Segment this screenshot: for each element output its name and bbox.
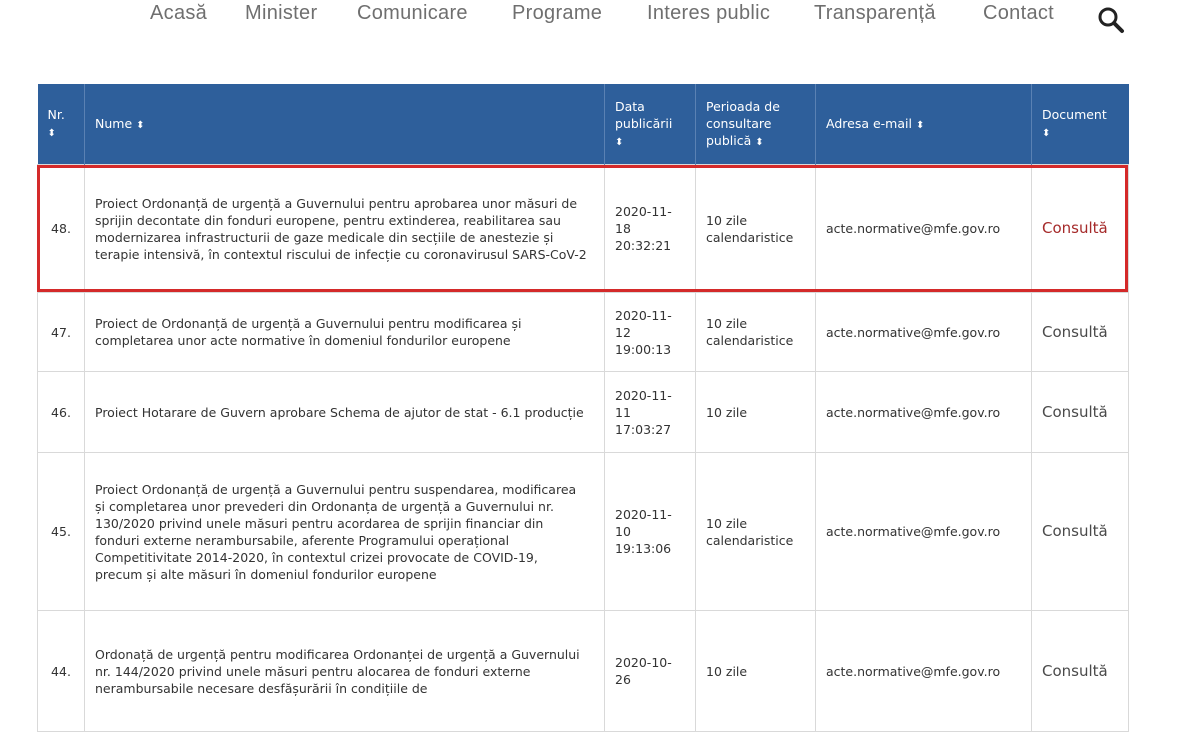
nav-item-comunicare[interactable]: Comunicare: [357, 2, 468, 24]
table-header-row: [38, 84, 1129, 165]
column-header-perioada[interactable]: Perioada de consultare publică ⬍: [696, 84, 816, 165]
search-icon: [1096, 5, 1126, 35]
row-document-cell: [1032, 165, 1129, 293]
row-document-cell: [1032, 293, 1129, 372]
row-date: 2020-11-11 17:03:27: [605, 372, 696, 453]
row-title: Proiect Ordonanță de urgență a Guvernului pentru aprobarea unor măsuri de sprijin decontate din fonduri europene, pentru extinderea, reabilitarea sau modernizarea infrastructurii de gaze medicale din secțiile de anestezie și terapie intensivă, în contextul riscului de infecție cu coronavirusul SARS-CoV-2: [85, 165, 605, 293]
sort-icon: ⬍: [615, 136, 624, 148]
row-title: Ordonață de urgență pentru modificarea Ordonanței de urgență a Guvernului nr. 144/2020 privind unele măsuri pentru alocarea de fonduri externe nerambursabile necesare desfășurării în condițiile de: [85, 611, 605, 732]
table-row: [38, 453, 1129, 611]
row-number: 45.: [38, 453, 85, 611]
search-button[interactable]: [1096, 5, 1126, 35]
nav-item-minister[interactable]: Minister: [245, 2, 318, 24]
column-header-nume[interactable]: Nume ⬍: [85, 84, 605, 165]
row-email: acte.normative@mfe.gov.ro: [816, 372, 1032, 453]
row-email: acte.normative@mfe.gov.ro: [816, 293, 1032, 372]
row-document-cell: [1032, 611, 1129, 732]
nav-item-interes-public[interactable]: Interes public: [647, 2, 771, 24]
sort-icon: ⬍: [915, 119, 925, 131]
table-row: [38, 611, 1129, 732]
row-date: 2020-10-26: [605, 611, 696, 732]
column-header-email[interactable]: Adresa e-mail ⬍: [816, 84, 1032, 165]
table-row: [38, 372, 1129, 453]
sort-icon: ⬍: [1042, 128, 1051, 139]
nav-item-acasa[interactable]: Acasă: [150, 2, 208, 24]
column-header-document[interactable]: Document ⬍: [1032, 84, 1129, 165]
sort-icon: ⬍: [136, 119, 145, 131]
row-document-cell: [1032, 372, 1129, 453]
consultation-table: [37, 84, 1129, 732]
row-period: 10 zile calendaristice: [696, 165, 816, 293]
row-number: 44.: [38, 611, 85, 732]
consulta-link[interactable]: Consultă: [1042, 522, 1108, 540]
consulta-link[interactable]: Consultă: [1042, 402, 1108, 421]
consulta-link[interactable]: Consultă: [1042, 322, 1108, 341]
row-date: 2020-11-10 19:13:06: [605, 453, 696, 611]
row-date: 2020-11-18 20:32:21: [605, 165, 696, 293]
row-email: acte.normative@mfe.gov.ro: [816, 611, 1032, 732]
consulta-link[interactable]: Consultă: [1042, 661, 1108, 680]
row-document-cell: [1032, 453, 1129, 611]
row-title: Proiect Hotarare de Guvern aprobare Schema de ajutor de stat - 6.1 producție: [85, 372, 605, 453]
sort-icon: ⬍: [755, 136, 764, 148]
consulta-link[interactable]: Consultă: [1042, 219, 1108, 237]
nav-item-programe[interactable]: Programe: [512, 2, 603, 24]
row-email: acte.normative@mfe.gov.ro: [816, 165, 1032, 293]
table-row: [38, 293, 1129, 372]
row-period: 10 zile: [696, 372, 816, 453]
column-header-data[interactable]: Data publicării ⬍: [605, 84, 696, 165]
row-period: 10 zile calendaristice: [696, 453, 816, 611]
row-title: Proiect Ordonanță de urgență a Guvernului pentru suspendarea, modificarea și completarea unor prevederi din Ordonanța de urgență a Guvernului nr. 130/2020 privind unele măsuri pentru acordarea de sprijin financiar din fonduri externe nerambursabile, aferente Programului operațional Competitivitate 2014-2020, în contextul crizei provocate de COVID-19, precum și alte măsuri în domeniul fondurilor europene: [85, 453, 605, 611]
row-number: 46.: [38, 372, 85, 453]
row-period: 10 zile calendaristice: [696, 293, 816, 372]
nav-item-transparenta[interactable]: Transparență: [814, 2, 936, 24]
row-period: 10 zile: [696, 611, 816, 732]
row-number: 48.: [38, 165, 85, 293]
row-date: 2020-11-12 19:00:13: [605, 293, 696, 372]
column-header-nr[interactable]: Nr. ⬍: [38, 84, 85, 165]
nav-item-contact[interactable]: Contact: [983, 2, 1055, 24]
row-email: acte.normative@mfe.gov.ro: [816, 453, 1032, 611]
row-title: Proiect de Ordonanță de urgență a Guvernului pentru modificarea și completarea unor acte normative în domeniul fondurilor europene: [85, 293, 605, 372]
sort-icon: ⬍: [47, 128, 56, 139]
consultation-table-container: [37, 84, 1128, 696]
table-row: [38, 165, 1129, 293]
main-nav: [0, 0, 1200, 50]
row-number: 47.: [38, 293, 85, 372]
